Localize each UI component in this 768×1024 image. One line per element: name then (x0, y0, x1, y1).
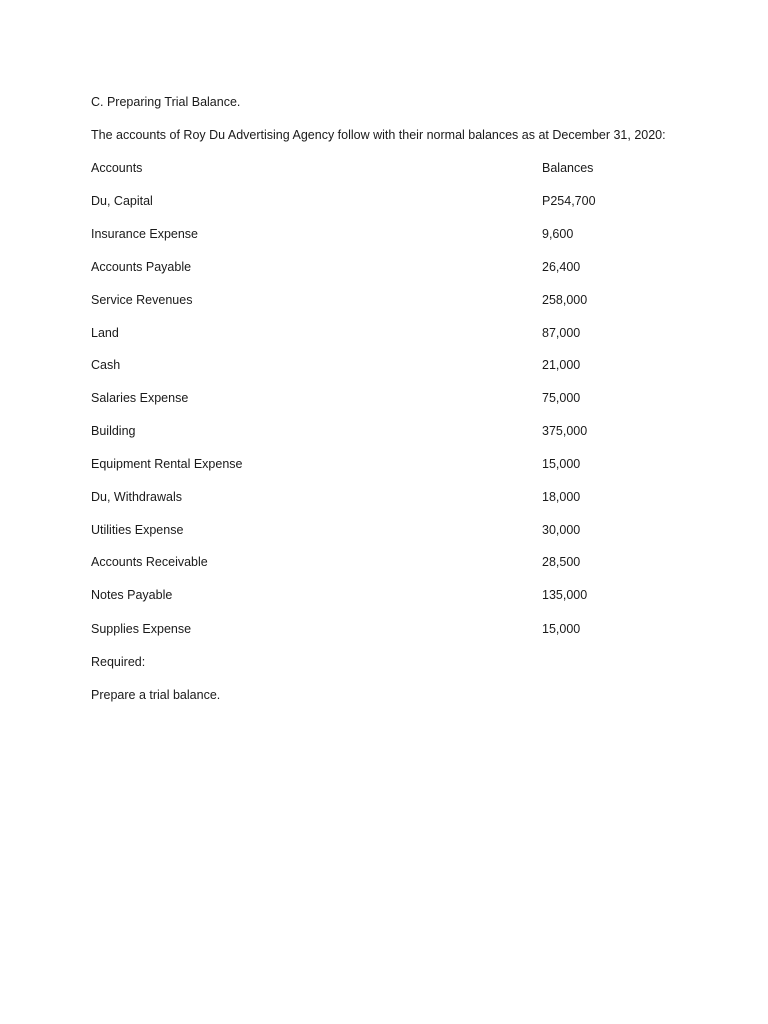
section-title: C. Preparing Trial Balance. (91, 95, 241, 109)
account-balance: 135,000 (542, 588, 588, 602)
table-row (91, 193, 691, 209)
table-row (91, 489, 691, 505)
table-row (91, 325, 691, 341)
account-balance: 87,000 (542, 326, 581, 340)
table-row (91, 423, 691, 439)
table-row (91, 292, 691, 308)
account-name: Building (91, 424, 136, 438)
account-name: Supplies Expense (91, 622, 192, 636)
table-row (91, 621, 691, 637)
account-balance: 258,000 (542, 293, 588, 307)
table-row (91, 554, 691, 570)
account-balance: 28,500 (542, 555, 581, 569)
account-balance: 9,600 (542, 227, 574, 241)
account-name: Notes Payable (91, 588, 173, 602)
account-balance: 75,000 (542, 391, 581, 405)
account-name: Cash (91, 358, 121, 372)
table-row (91, 357, 691, 373)
account-name: Equipment Rental Expense (91, 457, 243, 471)
account-balance: 15,000 (542, 622, 581, 636)
account-balance: 26,400 (542, 260, 581, 274)
table-row (91, 522, 691, 538)
account-balance: P254,700 (542, 194, 596, 208)
account-name: Service Revenues (91, 293, 193, 307)
account-name: Land (91, 326, 119, 340)
required-label: Required: (91, 655, 146, 669)
account-balance: 30,000 (542, 523, 581, 537)
account-name: Accounts Payable (91, 260, 192, 274)
account-name: Du, Capital (91, 194, 153, 208)
required-instruction: Prepare a trial balance. (91, 688, 221, 702)
account-name: Salaries Expense (91, 391, 189, 405)
intro-paragraph: The accounts of Roy Du Advertising Agency follow with their normal balances as at December 31, 2020: (91, 128, 666, 142)
table-row (91, 456, 691, 472)
account-balance: 375,000 (542, 424, 588, 438)
table-row (91, 259, 691, 275)
account-balance: 18,000 (542, 490, 581, 504)
account-name: Utilities Expense (91, 523, 184, 537)
accounts-header: Accounts (91, 161, 143, 175)
balances-header: Balances (542, 161, 594, 175)
account-name: Accounts Receivable (91, 555, 208, 569)
table-row (91, 587, 691, 603)
table-row (91, 226, 691, 242)
account-name: Du, Withdrawals (91, 490, 182, 504)
table-header (91, 160, 691, 176)
account-balance: 15,000 (542, 457, 581, 471)
account-balance: 21,000 (542, 358, 581, 372)
account-name: Insurance Expense (91, 227, 199, 241)
table-row (91, 390, 691, 406)
